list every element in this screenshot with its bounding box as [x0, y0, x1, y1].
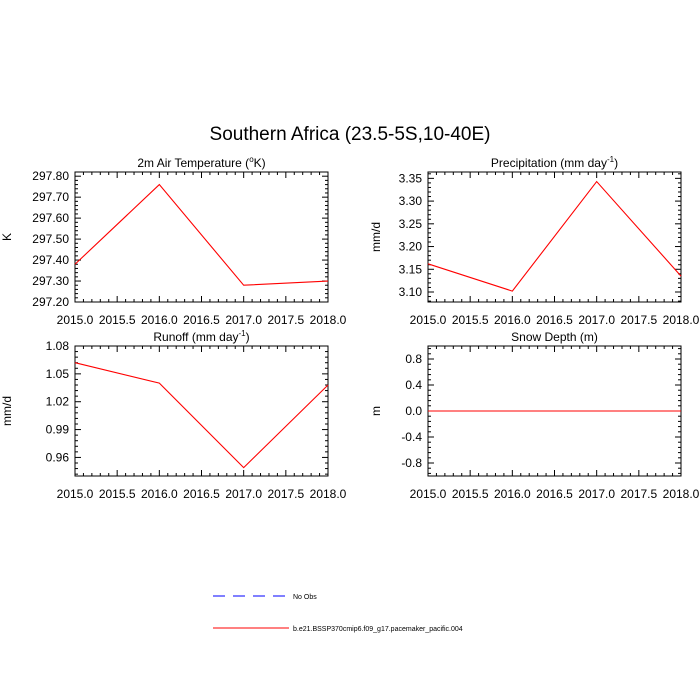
x-tick-label: 2015.5 [98, 313, 136, 327]
series-line-1 [428, 182, 681, 292]
y-tick-label: 3.30 [398, 194, 422, 209]
x-tick-label: 2016.5 [536, 487, 573, 501]
y-tick-label: 3.20 [398, 239, 422, 254]
x-tick-label: 2017.5 [620, 487, 658, 501]
x-tick-label: 2018.0 [662, 487, 700, 501]
y-tick-label: 297.50 [32, 232, 69, 247]
panels [0, 155, 700, 501]
y-tick-label: 3.15 [398, 262, 422, 277]
x-tick-label: 2017.5 [267, 313, 305, 327]
panel-title [511, 330, 598, 344]
panel-title [137, 155, 265, 170]
y-tick-label: -0.4 [401, 430, 422, 444]
panel-title-suffix: ) [614, 156, 619, 170]
y-tick-label: 0.96 [45, 450, 69, 465]
panel-title-text: Precipitation (mm day [490, 156, 607, 170]
x-tick-label: 2015.0 [56, 487, 94, 501]
x-tick-label: 2016.0 [140, 487, 178, 501]
panel-title [491, 155, 618, 170]
y-tick-label: 3.10 [398, 285, 422, 299]
x-tick-label: 2015.5 [98, 487, 136, 501]
x-tick-label: 2017.0 [225, 313, 263, 327]
y-tick-label: 1.05 [45, 366, 69, 381]
y-axis-label: mm/d [0, 396, 14, 426]
y-tick-label: 297.30 [32, 274, 69, 289]
x-tick-label: 2015.0 [409, 313, 447, 327]
x-tick-label: 2016.5 [536, 313, 573, 327]
chart-panel-1 [0, 155, 347, 327]
y-tick-label: 297.80 [32, 169, 69, 184]
series-line-1 [75, 185, 328, 286]
y-tick-label: 3.25 [398, 216, 422, 231]
x-tick-label: 2016.5 [183, 487, 220, 501]
x-tick-label: 2017.0 [578, 487, 616, 501]
y-tick-label: 297.40 [32, 253, 69, 268]
legend-label: No Obs [293, 594, 317, 601]
x-tick-label: 2018.0 [309, 313, 347, 327]
y-tick-label: 297.70 [32, 190, 69, 205]
y-axis-label: mm/d [369, 222, 383, 252]
chart-panel-2 [369, 155, 700, 327]
x-tick-label: 2016.0 [493, 313, 531, 327]
y-tick-label: 297.20 [32, 295, 69, 309]
x-tick-label: 2015.0 [409, 487, 447, 501]
x-tick-label: 2015.5 [451, 313, 489, 327]
y-tick-label: 1.02 [45, 394, 69, 409]
x-tick-label: 2017.5 [267, 487, 305, 501]
x-tick-label: 2016.0 [493, 487, 531, 501]
x-tick-label: 2018.0 [662, 313, 700, 327]
plot-frame [75, 346, 328, 476]
panel-title-text: Snow Depth (m) [511, 330, 598, 344]
panel-title-superscript: -1 [606, 155, 615, 164]
legend-label: b.e21.BSSP370cmip6.f09_g17.pacemaker_pacific.004 [293, 626, 463, 633]
panel-title-superscript: -1 [238, 329, 246, 338]
legend-item-2 [213, 626, 463, 633]
chart-panel-4 [369, 330, 700, 501]
y-tick-label: 0.8 [405, 352, 422, 366]
y-tick-label: 0.4 [405, 378, 422, 392]
y-axis-label: K [0, 232, 14, 242]
x-tick-label: 2018.0 [309, 487, 347, 501]
x-tick-label: 2017.5 [620, 313, 658, 327]
x-tick-label: 2016.0 [140, 313, 178, 327]
panel-title-superscript: o [249, 155, 254, 164]
x-tick-label: 2017.0 [578, 313, 616, 327]
y-tick-label: 3.35 [398, 171, 422, 186]
panel-title [153, 329, 249, 344]
legend-item-1 [213, 594, 317, 601]
y-tick-label: 0.99 [45, 422, 69, 437]
figure-title: Southern Africa (23.5-5S,10-40E) [209, 124, 491, 145]
legend [213, 594, 463, 633]
x-tick-label: 2015.5 [451, 487, 489, 501]
y-tick-label: 0.0 [405, 404, 422, 418]
series-line-1 [75, 363, 328, 468]
panel-title-text: 2m Air Temperature ( [137, 156, 250, 170]
y-tick-label: 1.08 [45, 339, 69, 353]
y-tick-label: -0.8 [401, 456, 422, 470]
chart-panel-3 [0, 329, 347, 501]
x-tick-label: 2015.0 [56, 313, 94, 327]
y-axis-label: m [369, 406, 383, 416]
panel-title-suffix: ) [245, 330, 250, 344]
y-tick-label: 297.60 [32, 211, 69, 226]
x-tick-label: 2017.0 [225, 487, 263, 501]
x-tick-label: 2016.5 [183, 313, 220, 327]
panel-title-suffix: K) [253, 156, 266, 170]
panel-title-text: Runoff (mm day [153, 330, 239, 344]
